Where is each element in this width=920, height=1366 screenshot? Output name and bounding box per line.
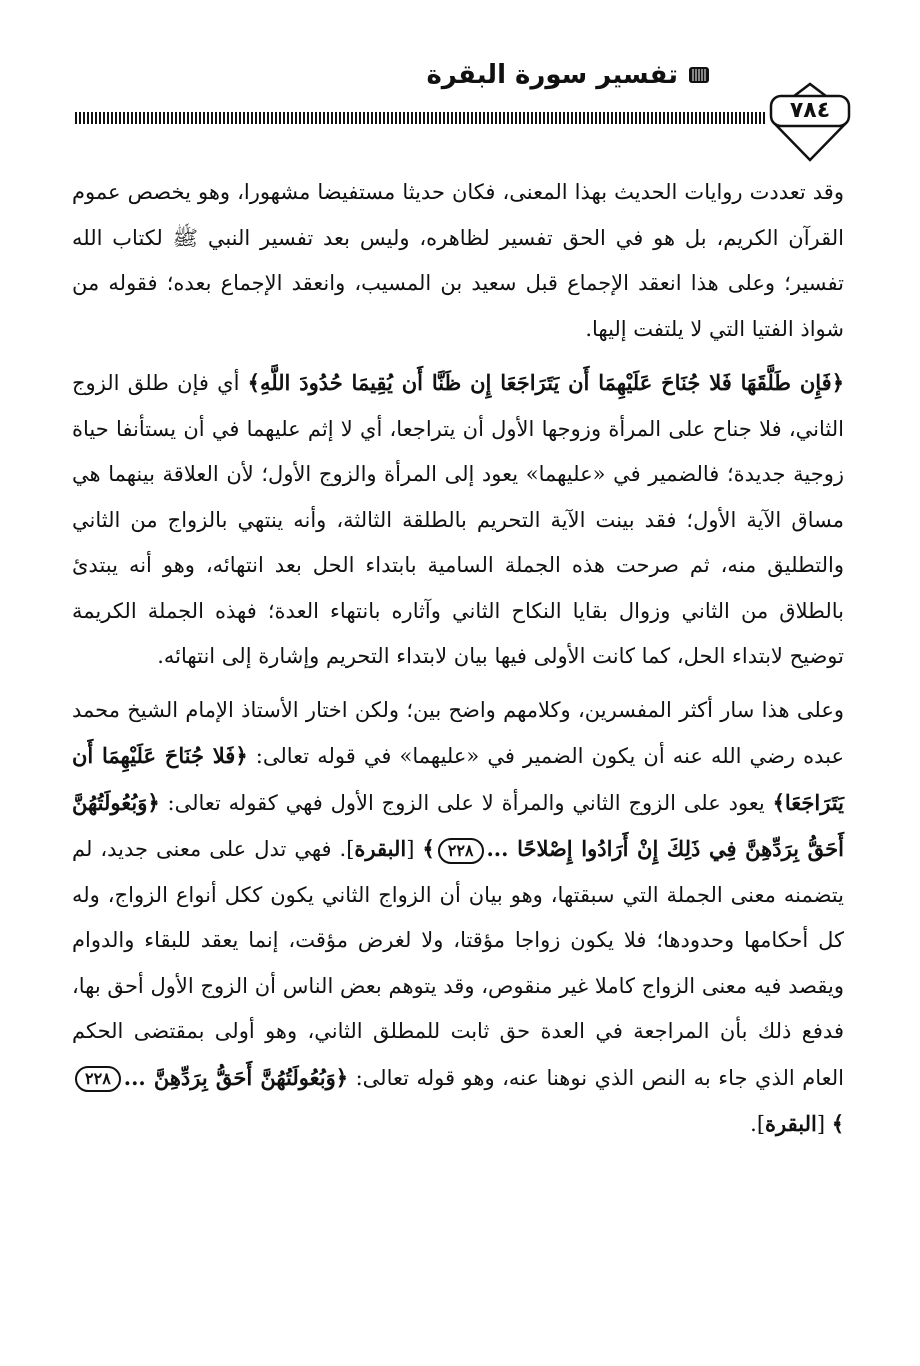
verse-close-bracket: ﴾ bbox=[772, 789, 785, 815]
header-ornament-icon bbox=[688, 64, 710, 86]
sura-open-bracket: [ bbox=[406, 837, 423, 861]
sura-close-bracket: ]. bbox=[750, 1112, 766, 1136]
quran-verse: وَبُعُولَتُهُنَّ أَحَقُّ بِرَدِّهِنَّ ... bbox=[123, 1064, 336, 1090]
sura-name: البقرة bbox=[765, 1111, 817, 1136]
quran-verse: وَبُعُولَتُهُنَّ أَحَقُّ بِرَدِّهِنَّ فِي ذَلِكَ إِنْ أَرَادُوا إِصْلاحًا ... bbox=[72, 789, 844, 861]
verse-close-bracket: ﴾ bbox=[422, 836, 435, 861]
page-number-badge bbox=[765, 78, 855, 162]
running-header bbox=[426, 58, 710, 92]
paragraph-3 bbox=[72, 688, 844, 1148]
paragraph-2 bbox=[72, 360, 844, 680]
verse-open-bracket: ﴿ bbox=[831, 370, 844, 395]
header-rule bbox=[75, 112, 765, 124]
main-text bbox=[72, 170, 844, 1148]
verse-close-bracket: ﴾ bbox=[247, 370, 260, 395]
paragraph-2-text: أي فإن طلق الزوج الثاني، فلا جناح على المرأة وزوجها الأول أن يتراجعا، أي لا إثم عليهما في أن يستأنفا حياة زوجية جديدة؛ فالضمير في «عليهما» يعود إلى المرأة والزوج الأول؛ لأن العلاقة بينهما هي مساق الآية الأول؛ فقد بينت الآية التحريم بالطلقة الثالثة، وأنه ينتهي بالزواج من الثاني والتطليق منه، ثم صرحت هذه الجملة السامية بابتداء الحل بعد انتهائه، وهو أنه يبتدئ بالطلاق من الثاني وزوال بقايا النكاح الثاني وآثاره بانتهاء العدة؛ فهذه الجملة الكريمة توضيح لابتداء الحل، كما كانت الأولى فيها بيان لابتداء التحريم وإشارة إلى انتهائه. bbox=[72, 371, 844, 668]
header-title: تفسير سورة البقرة bbox=[426, 60, 678, 90]
sura-close-bracket: ]. bbox=[339, 837, 355, 861]
verse-open-bracket: ﴿ bbox=[147, 789, 160, 815]
paragraph-3-text-a: وعلى هذا سار أكثر المفسرين، وكلامهم واضح بين؛ ولكن اختار الأستاذ الإمام الشيخ محمد عبده رضي الله عنه أن يكون الضمير في «عليهما» في قوله تعالى: bbox=[72, 697, 845, 768]
ayah-number-medallion: ٢٢٨ bbox=[75, 1066, 121, 1092]
verse-open-bracket: ﴿ bbox=[335, 1064, 349, 1090]
sura-open-bracket: [ bbox=[816, 1112, 832, 1136]
quran-verse: فَإِن طَلَّقَهَا فَلا جُنَاحَ عَلَيْهِمَا أَن يَتَرَاجَعَا إِن ظَنَّا أَن يُقِيمَا حُدُودَ اللَّهِ bbox=[259, 370, 832, 395]
sura-name: البقرة bbox=[354, 836, 407, 861]
paragraph-3-text-c: فهي تدل على معنى جديد، لم يتضمنه معنى الجملة التي سبقتها، وهو بيان أن الزواج الثاني يكون ككل أنواع الزواج، وله كل أحكامها وحدودها؛ فلا يكون زواجا مؤقتا، ولا لغرض مؤقت، إنما يعقد للبقاء والدوام ويقصد فيه معنى الزواج كاملا غير منقوص، وقد يتوهم بعض الناس أن الزوج الأول أحق بها، فدفع ذلك بأن المراجعة في العدة حق ثابت للمطلق الثاني، وهو أولى بمقتضى الحكم العام الذي جاء به النص الذي نوهنا عنه، وهو قوله تعالى: bbox=[72, 837, 845, 1090]
verse-close-bracket: ﴾ bbox=[831, 1111, 844, 1136]
quran-verse: فَلا جُنَاحَ عَلَيْهِمَا أَن يَتَرَاجَعَا bbox=[72, 743, 844, 815]
page-number: ٧٨٤ bbox=[789, 98, 831, 123]
verse-open-bracket: ﴿ bbox=[235, 743, 248, 768]
paragraph-1: وقد تعددت روايات الحديث بهذا المعنى، فكان حديثا مستفيضا مشهورا، وهو يخصص عموم القرآن الكريم، بل هو في الحق تفسير لظاهره، وليس بعد تفسير النبي ﷺ لكتاب الله تفسير؛ وعلى هذا انعقد الإجماع قبل سعيد بن المسيب، وانعقد الإجماع بعده؛ فقوله من شواذ الفتيا التي لا يلتفت إليها. bbox=[72, 180, 844, 341]
paragraph-3-text-b: يعود على الزوج الثاني والمرأة لا على الزوج الأول فهي كقوله تعالى: bbox=[159, 790, 773, 815]
ayah-number-medallion: ٢٢٨ bbox=[438, 838, 484, 864]
